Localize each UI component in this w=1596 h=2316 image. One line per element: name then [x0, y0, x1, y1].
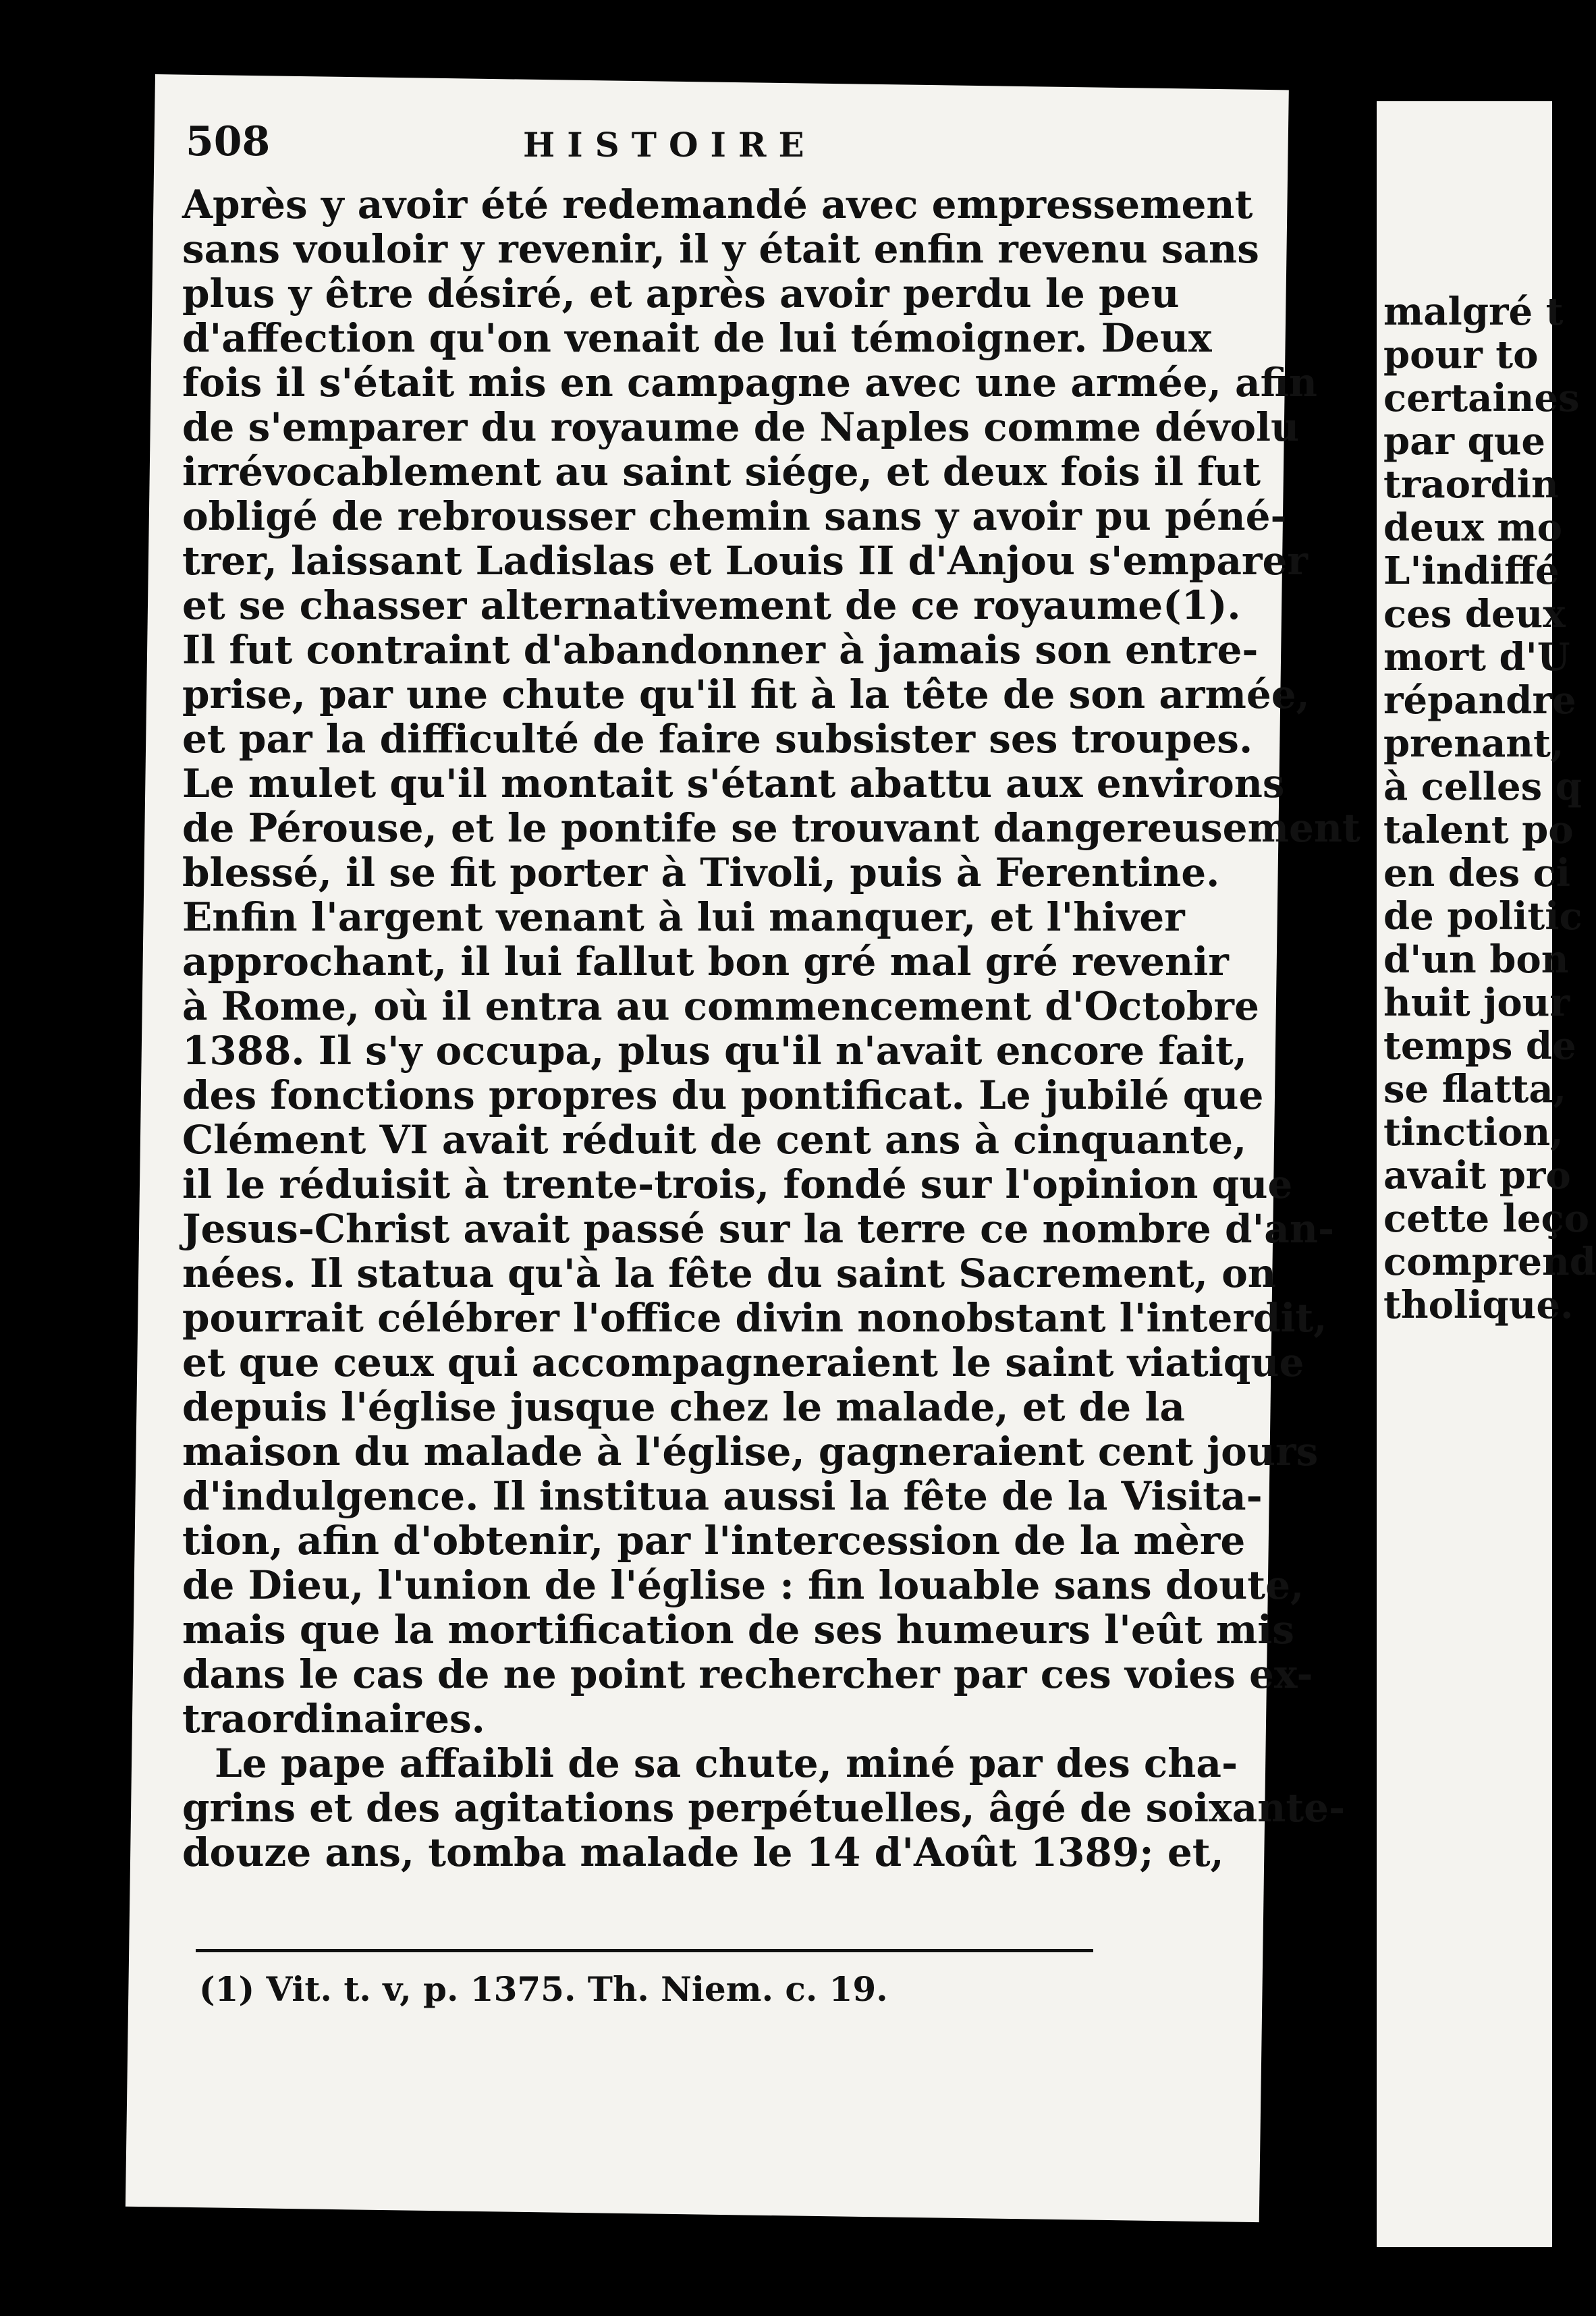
text-line: sans vouloir y revenir, il y était enfin revenu sans [182, 226, 1259, 272]
text-line: temps de [1383, 1024, 1576, 1068]
text-line: depuis l'église jusque chez le malade, et de la [182, 1384, 1185, 1430]
text-line: comprend [1383, 1240, 1596, 1284]
text-line: d'affection qu'on venait de lui témoigner. Deux [182, 315, 1212, 361]
text-line: fois il s'était mis en campagne avec une armée, afin [182, 360, 1317, 406]
text-line: tinction, [1383, 1110, 1564, 1155]
text-line: cette leço [1383, 1196, 1589, 1241]
text-line: trer, laissant Ladislas et Louis II d'Anjou s'emparer [182, 538, 1308, 584]
text-line: huit jour [1383, 981, 1570, 1025]
text-line: Clément VI avait réduit de cent ans à cinquante, [182, 1117, 1247, 1163]
text-line: d'un bon [1383, 937, 1569, 982]
text-line: talent po [1383, 808, 1574, 852]
body-text [182, 182, 1360, 1875]
text-line: Le pape affaibli de sa chute, miné par des cha- [215, 1740, 1238, 1786]
text-line: approchant, il lui fallut bon gré mal gré revenir [182, 939, 1229, 985]
text-line: et se chasser alternativement de ce royaume(1). [182, 582, 1241, 628]
text-line: traordinaires. [182, 1696, 485, 1742]
right-page [1377, 101, 1596, 2247]
text-line: Enfin l'argent venant à lui manquer, et l'hiver [182, 894, 1185, 940]
right-page-text [1383, 290, 1596, 1327]
text-line: prenant, [1383, 721, 1564, 766]
page-header [186, 118, 1117, 179]
text-line: mort d'U [1383, 635, 1570, 680]
text-line: tion, afin d'obtenir, par l'intercession de la mère [182, 1518, 1246, 1564]
text-line: ces deux [1383, 592, 1566, 636]
text-line: irrévocablement au saint siége, et deux fois il fut [182, 449, 1261, 495]
text-line: 1388. Il s'y occupa, plus qu'il n'avait encore fait, [182, 1028, 1247, 1074]
text-line: de Dieu, l'union de l'église : fin louable sans doute, [182, 1562, 1304, 1608]
text-line: grins et des agitations perpétuelles, âgé de soixante- [182, 1785, 1346, 1831]
footnote: (1) Vit. t. v, p. 1375. Th. Niem. c. 19. [199, 1969, 888, 2009]
text-line: plus y être désiré, et après avoir perdu le peu [182, 271, 1180, 316]
text-line: prise, par une chute qu'il fit à la tête de son armée, [182, 671, 1310, 717]
text-line: d'indulgence. Il institua aussi la fête de la Visita- [182, 1473, 1263, 1519]
text-line: douze ans, tomba malade le 14 d'Août 1389; et, [182, 1829, 1224, 1875]
text-line: de Pérouse, et le pontife se trouvant dangereusement [182, 805, 1360, 851]
text-line: de politic [1383, 894, 1583, 939]
text-line: se flatta, [1383, 1067, 1567, 1111]
text-line: répandre [1383, 678, 1576, 723]
text-line: obligé de rebrousser chemin sans y avoir pu péné- [182, 493, 1287, 539]
text-line: L'indiffé [1383, 549, 1560, 593]
text-line: pourrait célébrer l'office divin nonobstant l'interdit, [182, 1295, 1327, 1341]
text-line: à Rome, où il entra au commencement d'Octobre [182, 983, 1259, 1029]
text-line: nées. Il statua qu'à la fête du saint Sacrement, on [182, 1250, 1276, 1296]
text-line: il le réduisit à trente-trois, fondé sur l'opinion que [182, 1161, 1293, 1207]
text-line: par que [1383, 419, 1545, 464]
text-line: deux mo [1383, 505, 1562, 550]
text-line: dans le cas de ne point rechercher par ces voies ex- [182, 1651, 1313, 1697]
text-line: Jesus-Christ avait passé sur la terre ce nombre d'an- [182, 1206, 1335, 1252]
text-line: en des ci [1383, 851, 1571, 895]
text-line: des fonctions propres du pontificat. Le jubilé que [182, 1072, 1264, 1118]
text-line: à celles q [1383, 765, 1582, 809]
text-line: traordin [1383, 462, 1559, 507]
text-line: et par la difficulté de faire subsister ses troupes. [182, 716, 1253, 762]
text-line: pour to [1383, 333, 1539, 377]
text-line: Le mulet qu'il montait s'étant abattu aux environs [182, 761, 1285, 806]
text-line: Il fut contraint d'abandonner à jamais son entre- [182, 627, 1259, 673]
text-line: avait pro [1383, 1153, 1571, 1198]
page-number: 508 [186, 118, 271, 165]
footnote-rule [196, 1949, 1093, 1952]
text-line: de s'emparer du royaume de Naples comme dévolu [182, 404, 1300, 450]
running-title: HISTOIRE [523, 125, 817, 165]
text-line: Après y avoir été redemandé avec empressement [182, 182, 1253, 227]
text-line: malgré t [1383, 290, 1564, 334]
text-line: certaines [1383, 376, 1580, 420]
text-line: et que ceux qui accompagneraient le saint viatique [182, 1340, 1304, 1385]
text-line: maison du malade à l'église, gagneraient cent jours [182, 1429, 1319, 1474]
text-line: mais que la mortification de ses humeurs l'eût mis [182, 1607, 1294, 1653]
text-line: tholique. [1383, 1283, 1574, 1327]
text-line: blessé, il se fit porter à Tivoli, puis à Ferentine. [182, 850, 1220, 895]
